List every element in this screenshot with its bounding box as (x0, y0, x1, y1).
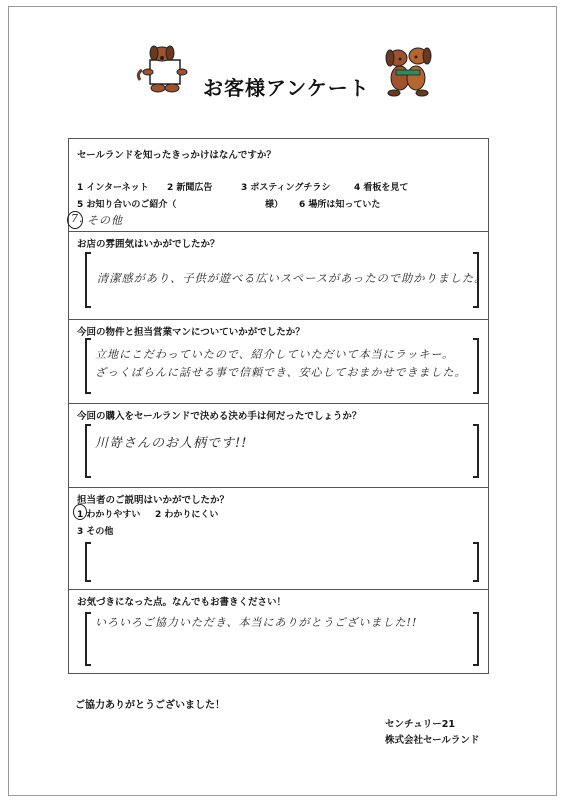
handwritten-number-7: 7. (71, 212, 84, 225)
option-hard-to-understand: 2 わかりにくい (155, 510, 219, 520)
question-property-staff: 今回の物件と担当営業マンについていかがでしたか？ (77, 327, 305, 338)
thanks-message: ご協力ありがとうございました！ (75, 700, 225, 711)
question-explanation: 担当者のご説明はいかがでしたか？ (77, 495, 230, 506)
option-referral-sama: 様） (265, 200, 284, 210)
company-name: 株式会社セールランド (385, 735, 480, 746)
question-how-found: セールランドを知ったきっかけはなんですか？ (77, 150, 276, 161)
answer-property-staff-line2: ざっくばらんに話せる事で信頼でき、安心しておまかせできました。 (95, 366, 467, 379)
question-deciding-factor: 今回の購入をセールランドで決める決め手は何だったでしょうか？ (77, 411, 362, 422)
section-comments (69, 589, 488, 675)
question-comments: お気づきになった点。なんでもお書きください！ (77, 597, 287, 608)
answer-deciding-factor: 川嵜さんのお人柄です!! (95, 436, 248, 451)
section-property-staff (69, 319, 488, 403)
answer-atmosphere: 清潔感があり、子供が遊べる広いスペースがあったので助かりました。 (97, 272, 487, 285)
answer-property-staff-line1: 立地にこだわっていたので、紹介していただいて本当にラッキー。 (95, 348, 455, 361)
section-deciding-factor (69, 403, 488, 487)
question-atmosphere: お店の雰囲気はいかがでしたか？ (77, 239, 220, 250)
option-newspaper: 2 新聞広告 (167, 183, 213, 193)
answer-box-explanation (85, 542, 479, 582)
option-other: 3 その他 (77, 527, 114, 537)
option-knew-location: 6 場所は知っていた (299, 200, 381, 210)
dogs-pair-illustration (382, 44, 434, 98)
section-explanation (69, 487, 488, 589)
option-easy-to-understand: 1 わかりやすい (77, 510, 141, 520)
section-how-found (69, 139, 488, 231)
option-posting-flyer: 3 ポスティングチラシ (241, 183, 331, 193)
option-referral: 5 お知り合いのご紹介（ (77, 200, 177, 210)
option-internet: 1 インターネット (77, 183, 149, 193)
company-brand: センチュリー21 (385, 719, 455, 730)
option-signboard: 4 看板を見て (354, 183, 409, 193)
handwritten-other: その他 (87, 214, 123, 227)
survey-form (68, 138, 489, 674)
page-title: お客様アンケート (203, 76, 370, 100)
section-atmosphere (69, 231, 488, 319)
answer-comments: いろいろご協力いただき、本当にありがとうございました!! (95, 616, 418, 629)
dog-with-sign-illustration (136, 44, 192, 94)
